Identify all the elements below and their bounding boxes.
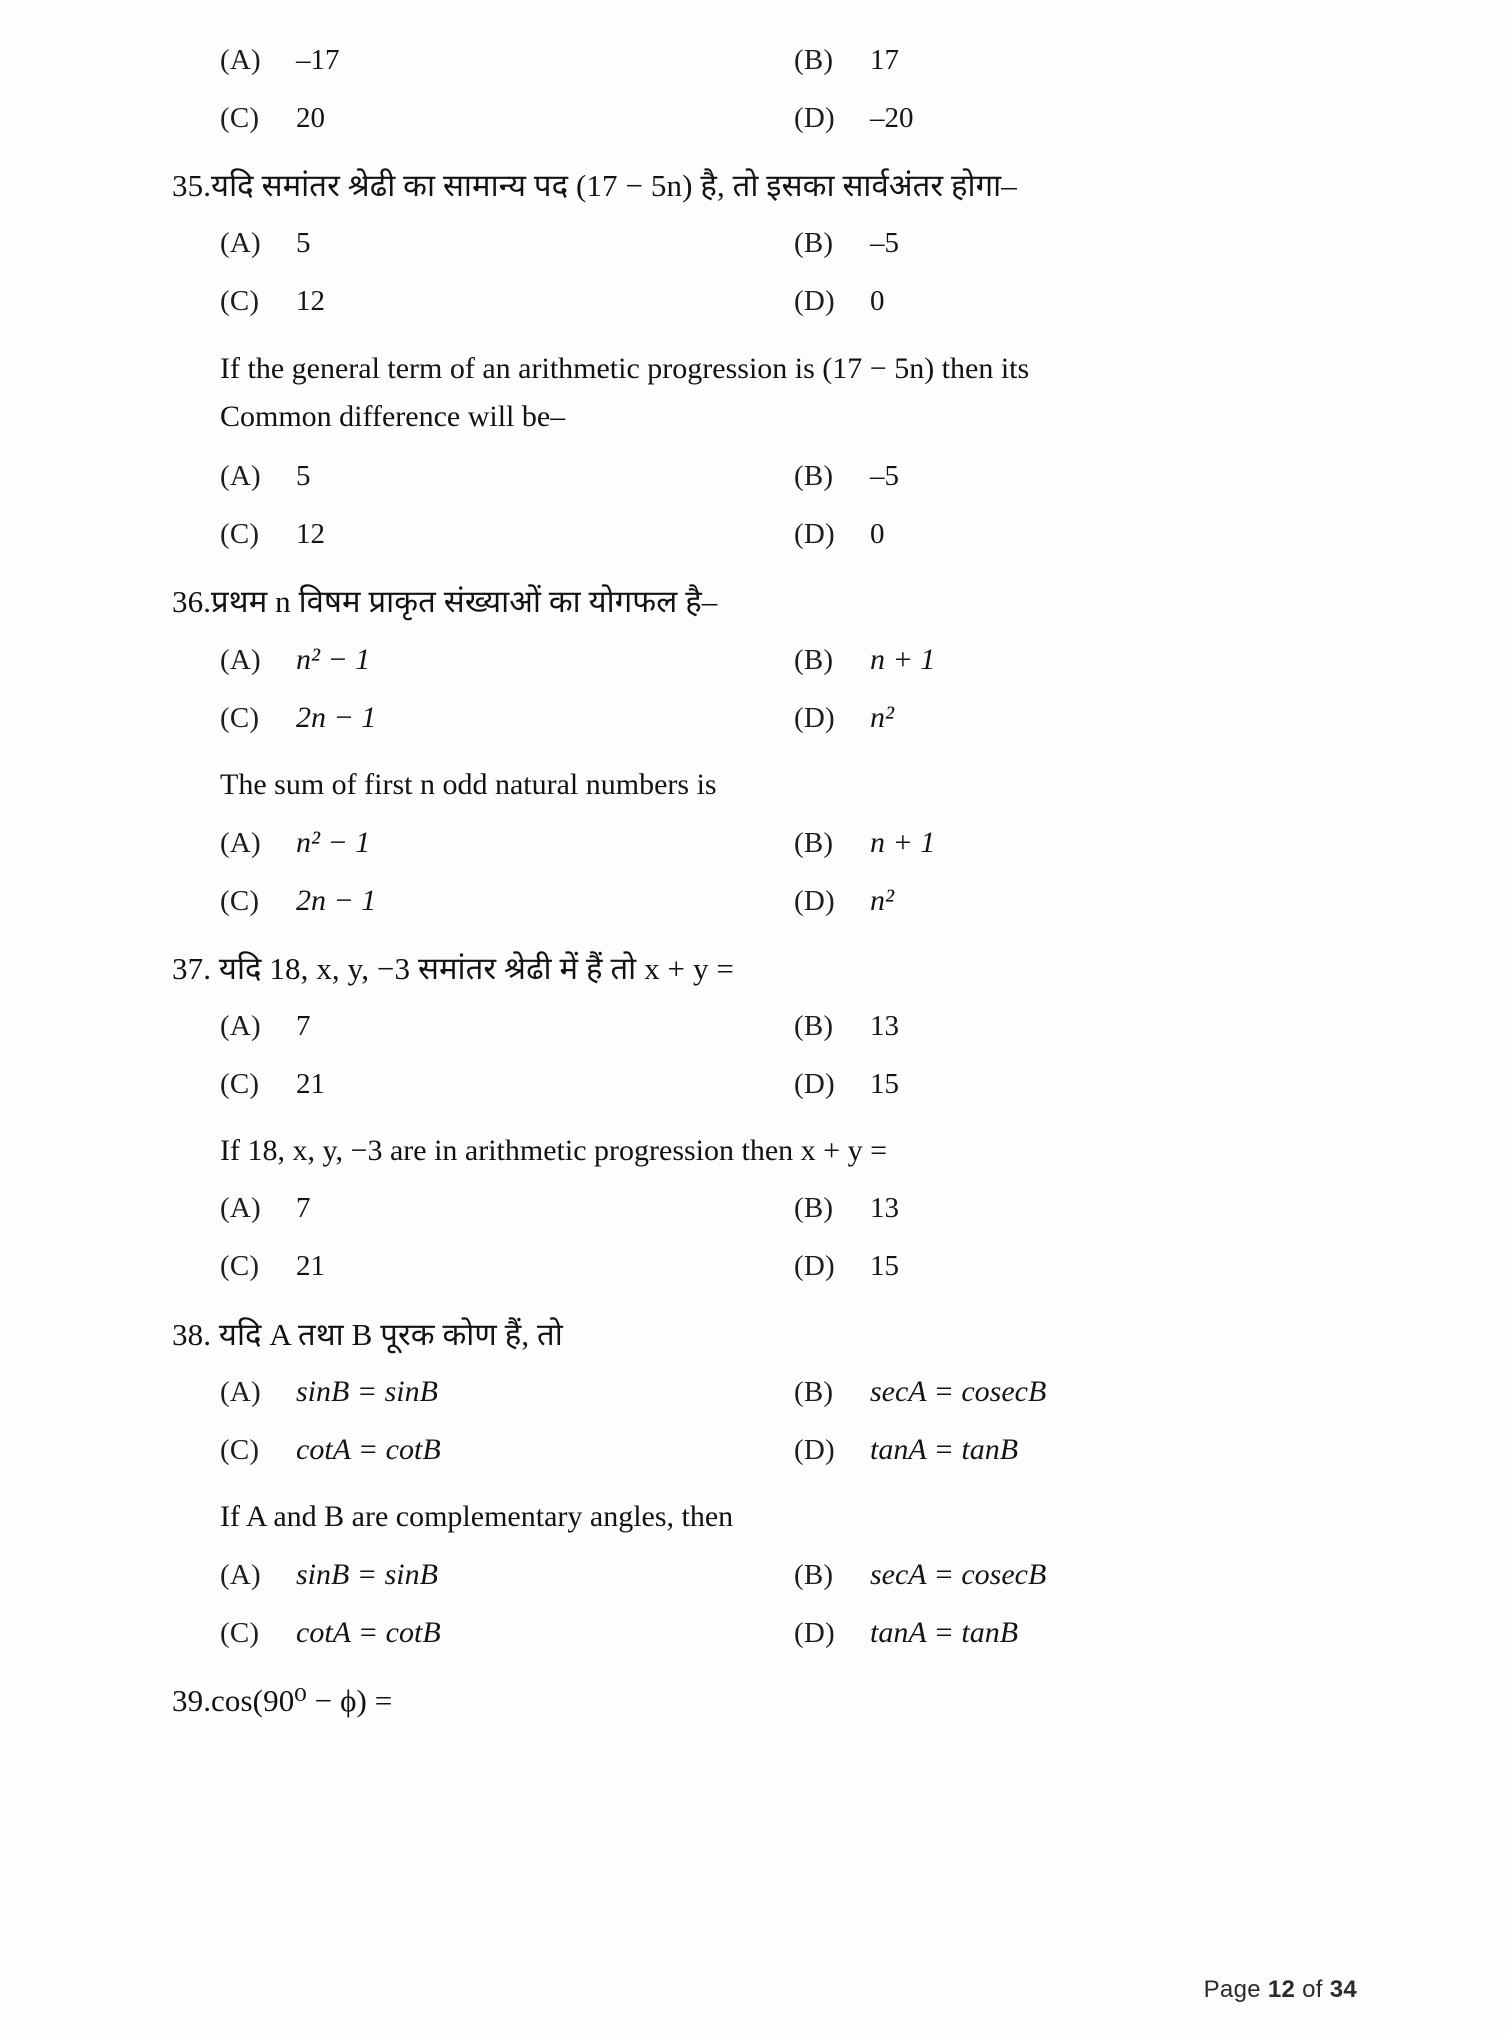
option-item xyxy=(778,44,1352,77)
option-tag: (C) xyxy=(220,1616,260,1649)
option-item xyxy=(778,460,1352,493)
option-value: 2n − 1 xyxy=(296,701,377,735)
option-item xyxy=(172,884,778,918)
option-tag: (D) xyxy=(794,517,835,550)
option-item xyxy=(778,1616,1352,1650)
option-tag: (D) xyxy=(794,1434,835,1467)
option-tag: (C) xyxy=(220,1250,260,1283)
option-tag: (D) xyxy=(794,884,835,917)
option-value: secA = cosecB xyxy=(870,1375,1047,1409)
option-value: tanA = tanB xyxy=(870,1615,1019,1649)
option-value: tanA = tanB xyxy=(870,1433,1019,1467)
option-row xyxy=(172,92,1352,144)
option-tag: (B) xyxy=(794,1192,834,1225)
option-value: 12 xyxy=(296,285,325,318)
option-item xyxy=(778,102,1352,135)
option-row xyxy=(172,692,1352,744)
option-value: sinB = sinB xyxy=(296,1375,438,1409)
option-value: cotA = cotB xyxy=(296,1615,441,1649)
option-item xyxy=(172,1558,778,1592)
option-tag: (D) xyxy=(794,285,835,318)
option-value: 17 xyxy=(870,43,899,76)
option-row xyxy=(172,218,1352,270)
option-tag: (B) xyxy=(794,1558,834,1591)
option-tag: (C) xyxy=(220,101,260,134)
option-row xyxy=(172,1607,1352,1659)
option-item xyxy=(172,285,778,318)
option-value: 0 xyxy=(870,517,885,550)
option-row xyxy=(172,1058,1352,1110)
option-tag: (B) xyxy=(794,1376,834,1409)
option-value: cotA = cotB xyxy=(296,1433,441,1467)
option-item xyxy=(172,102,778,135)
option-row xyxy=(172,875,1352,927)
option-tag: (A) xyxy=(220,826,261,859)
option-item xyxy=(778,884,1352,918)
option-value: 7 xyxy=(296,1009,311,1042)
option-tag: (C) xyxy=(220,1434,260,1467)
option-tag: (B) xyxy=(794,227,834,260)
option-tag: (A) xyxy=(220,227,261,260)
option-tag: (D) xyxy=(794,702,835,735)
option-tag: (D) xyxy=(794,101,835,134)
option-tag: (A) xyxy=(220,644,261,677)
question-36-english-line1: The sum of first n odd natural numbers is xyxy=(220,768,717,802)
option-tag: (A) xyxy=(220,1558,261,1591)
option-value: n + 1 xyxy=(870,643,936,677)
option-tag: (D) xyxy=(794,1250,835,1283)
option-row xyxy=(172,1241,1352,1293)
option-value: n² − 1 xyxy=(296,643,371,677)
option-row xyxy=(172,1366,1352,1418)
option-item xyxy=(172,701,778,735)
option-item xyxy=(172,1433,778,1467)
option-item xyxy=(172,1068,778,1101)
option-item xyxy=(172,1616,778,1650)
option-item xyxy=(172,518,778,551)
footer-prefix: Page xyxy=(1203,1976,1268,2003)
option-row xyxy=(172,508,1352,560)
page-content xyxy=(172,34,1352,1732)
option-item xyxy=(778,1192,1352,1225)
question-37-english-line1: If 18, x, y, −3 are in arithmetic progression then x + y = xyxy=(220,1134,887,1168)
option-tag: (A) xyxy=(220,1009,261,1042)
option-row xyxy=(172,1183,1352,1235)
footer-total-pages: 34 xyxy=(1329,1976,1357,2003)
option-value: n + 1 xyxy=(870,825,936,859)
option-item xyxy=(172,1192,778,1225)
option-row xyxy=(172,34,1352,86)
option-value: 13 xyxy=(870,1192,899,1225)
option-item xyxy=(778,518,1352,551)
option-item xyxy=(172,1010,778,1043)
option-item xyxy=(172,460,778,493)
option-item xyxy=(778,285,1352,318)
option-item xyxy=(778,1558,1352,1592)
option-value: secA = cosecB xyxy=(870,1557,1047,1591)
option-value: –17 xyxy=(296,43,340,76)
option-item xyxy=(778,1433,1352,1467)
option-tag: (A) xyxy=(220,459,261,492)
option-item xyxy=(172,826,778,860)
question-38-english-line1: If A and B are complementary angles, then xyxy=(220,1500,734,1534)
option-tag: (A) xyxy=(220,43,261,76)
option-value: 21 xyxy=(296,1250,325,1283)
option-row xyxy=(172,450,1352,502)
question-38-hindi: 38. यदि A तथा B पूरक कोण हैं, तो xyxy=(172,1316,563,1352)
option-tag: (D) xyxy=(794,1616,835,1649)
option-item xyxy=(172,1375,778,1409)
option-item xyxy=(778,701,1352,735)
option-value: 13 xyxy=(870,1009,899,1042)
question-35-hindi: 35.यदि समांतर श्रेढी का सामान्य पद (17 − 5n) है, तो इसका सार्वअंतर होगा– xyxy=(172,168,1017,203)
option-value: 0 xyxy=(870,285,885,318)
option-item xyxy=(778,643,1352,677)
footer-page-number: 12 xyxy=(1267,1976,1296,2003)
option-tag: (C) xyxy=(220,1067,260,1100)
option-value: 7 xyxy=(296,1192,311,1225)
option-row xyxy=(172,1000,1352,1052)
option-item xyxy=(172,227,778,260)
option-item xyxy=(778,1375,1352,1409)
option-tag: (C) xyxy=(220,884,260,917)
option-value: 12 xyxy=(296,517,325,550)
option-tag: (B) xyxy=(794,43,834,76)
option-item xyxy=(778,1250,1352,1283)
option-tag: (A) xyxy=(220,1192,261,1225)
option-value: sinB = sinB xyxy=(296,1557,438,1591)
question-35-english-line1: If the general term of an arithmetic progression is (17 − 5n) then its xyxy=(220,351,1030,385)
option-tag: (C) xyxy=(220,285,260,318)
option-value: 15 xyxy=(870,1250,899,1283)
question-36-hindi: 36.प्रथम n विषम प्राकृत संख्याओं का योगफल है– xyxy=(172,584,718,620)
option-tag: (B) xyxy=(794,826,834,859)
option-item xyxy=(778,1010,1352,1043)
question-37-hindi: 37. यदि 18, x, y, −3 समांतर श्रेढी में हैं तो x + y = xyxy=(172,950,735,986)
option-tag: (B) xyxy=(794,644,834,677)
option-item xyxy=(778,1068,1352,1101)
option-row xyxy=(172,1424,1352,1476)
option-tag: (C) xyxy=(220,702,260,735)
option-value: 5 xyxy=(296,459,311,492)
option-item xyxy=(172,1250,778,1283)
option-value: 20 xyxy=(296,101,325,134)
option-value: –20 xyxy=(870,101,914,134)
page-footer xyxy=(1204,1976,1357,2004)
option-tag: (D) xyxy=(794,1067,835,1100)
option-item xyxy=(778,826,1352,860)
option-value: 5 xyxy=(296,227,311,260)
option-value: 2n − 1 xyxy=(296,883,377,917)
option-tag: (B) xyxy=(794,459,834,492)
option-item xyxy=(172,44,778,77)
option-item xyxy=(778,227,1352,260)
option-row xyxy=(172,1549,1352,1601)
option-tag: (B) xyxy=(794,1009,834,1042)
option-item xyxy=(172,643,778,677)
option-value: –5 xyxy=(870,227,899,260)
option-value: 15 xyxy=(870,1067,899,1100)
option-value: n² xyxy=(870,883,894,917)
option-row xyxy=(172,634,1352,686)
option-tag: (C) xyxy=(220,517,260,550)
option-value: –5 xyxy=(870,459,899,492)
option-value: n² xyxy=(870,701,894,735)
question-35-english-line2: Common difference will be– xyxy=(220,400,566,434)
option-tag: (A) xyxy=(220,1376,261,1409)
option-value: n² − 1 xyxy=(296,825,371,859)
footer-mid: of xyxy=(1295,1976,1330,2003)
question-39-hindi: 39.cos(90⁰ − ϕ) = xyxy=(172,1682,393,1718)
option-row xyxy=(172,817,1352,869)
option-value: 21 xyxy=(296,1067,325,1100)
option-row xyxy=(172,276,1352,328)
